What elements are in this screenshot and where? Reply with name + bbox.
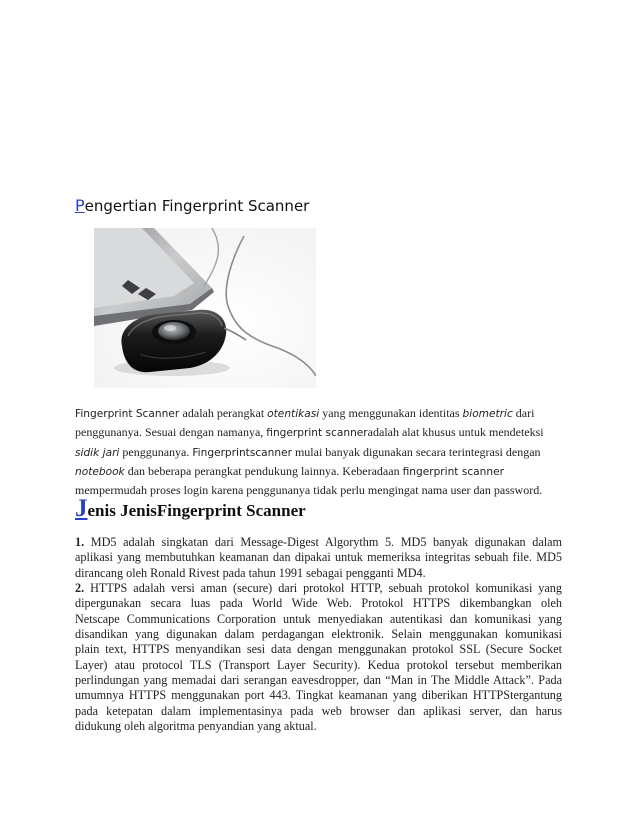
heading-rest: enis JenisFingerprint Scanner <box>87 501 306 520</box>
text-run: Fingerprint Scanner <box>75 408 183 420</box>
text-line <box>75 596 562 611</box>
text-run: pada ketepatan dalam implementasinya pada web browser dan aplikasi server, dan harus <box>75 703 562 718</box>
text-run: yang menggunakan identitas <box>319 406 463 420</box>
paragraph-pengertian <box>75 404 567 500</box>
text-run: mulai banyak digunakan secara terintegrasi dengan <box>291 444 541 459</box>
text-run: sidik jari <box>75 446 120 459</box>
heading-jenis <box>75 495 306 523</box>
text-run: aplikasi yang membutuhkan keamanan dan dipakai untuk memeriksa integritas sebuah file. MD5 <box>75 550 562 565</box>
text-run: HTTPS adalah versi aman (secure) dari protokol HTTP, sebuah protokol komunikasi yang <box>84 581 562 596</box>
text-line <box>75 719 562 734</box>
list-number: 2. <box>75 581 85 596</box>
text-line <box>75 462 567 481</box>
text-line <box>75 627 562 642</box>
text-line <box>75 550 562 565</box>
text-run: otentikasi <box>267 408 320 420</box>
text-line <box>75 423 567 442</box>
fingerprint-scanner-photo <box>94 228 316 388</box>
text-run: fingerprint scanner <box>402 465 504 478</box>
text-run: adalah alat khusus untuk mendeteksi <box>367 425 544 440</box>
text-run: perlindungan yang memadai dari serangan eavesdropper, dan “Man in The Middle Attack”. Pada <box>75 673 562 688</box>
text-run: dan beberapa perangkat pendukung lainnya. Keberadaan <box>124 463 403 478</box>
text-run: mempermudah proses login karena penggunanya tidak perlu mengingat nama user dan password. <box>75 483 543 498</box>
text-run: Layer) atau protocol TLS (Transport Layer Security). Kedua protokol tersebut memberikan <box>75 657 562 672</box>
text-line <box>75 688 562 703</box>
text-line <box>75 443 567 462</box>
text-run: MD5 adalah singkatan dari Message-Digest Algorythm 5. MD5 banyak digunakan dalam <box>84 535 562 549</box>
text-line <box>75 612 562 627</box>
text-run: biometric <box>462 408 513 420</box>
text-line <box>75 404 567 423</box>
text-line <box>75 704 562 719</box>
text-run: disandikan yang digunakan dalam perdagangan elektronik. Selain menggunakan komunikasi <box>75 627 562 642</box>
heading-pengertian <box>75 196 309 215</box>
list-jenis <box>75 535 562 734</box>
text-run: plain text, HTTPS menyandikan sesi data dengan menggunakan protokol SSL (Secure Socket <box>75 642 562 657</box>
text-run: Netscape Communications Corporation untuk menyediakan autentikasi dan komunikasi yang <box>75 611 562 626</box>
text-run: didukung oleh algoritma penyandian yang aktual. <box>75 719 317 734</box>
text-run: Fingerprintscanner <box>192 446 292 459</box>
text-line <box>75 673 562 688</box>
text-run: adalah perangkat <box>182 406 268 420</box>
text-line <box>75 658 562 673</box>
text-run: penggunanya. <box>119 444 193 459</box>
text-line <box>75 535 562 550</box>
text-line <box>75 581 562 596</box>
text-run: umumnya HTTPS menggunakan port 443. Tingkat keamanan yang diberikan HTTPStergantung <box>75 688 562 703</box>
text-line <box>75 566 562 581</box>
text-line <box>75 642 562 657</box>
text-run: fingerprint scanner <box>266 427 368 440</box>
list-number: 1. <box>75 535 85 549</box>
heading-first-letter: J <box>75 495 88 522</box>
text-run: dari <box>512 406 535 420</box>
text-run: penggunanya. Sesuai dengan namanya, <box>75 425 267 440</box>
text-run: notebook <box>75 465 125 478</box>
text-run: dipergunakan secara luas pada World Wide Web. Protokol HTTPS dikembangkan oleh <box>75 596 562 611</box>
heading-first-letter: P <box>75 196 85 215</box>
text-run: dirancang oleh Ronald Rivest pada tahun 1991 sebagai pengganti MD4. <box>75 565 426 580</box>
heading-rest: engertian Fingerprint Scanner <box>84 197 310 215</box>
